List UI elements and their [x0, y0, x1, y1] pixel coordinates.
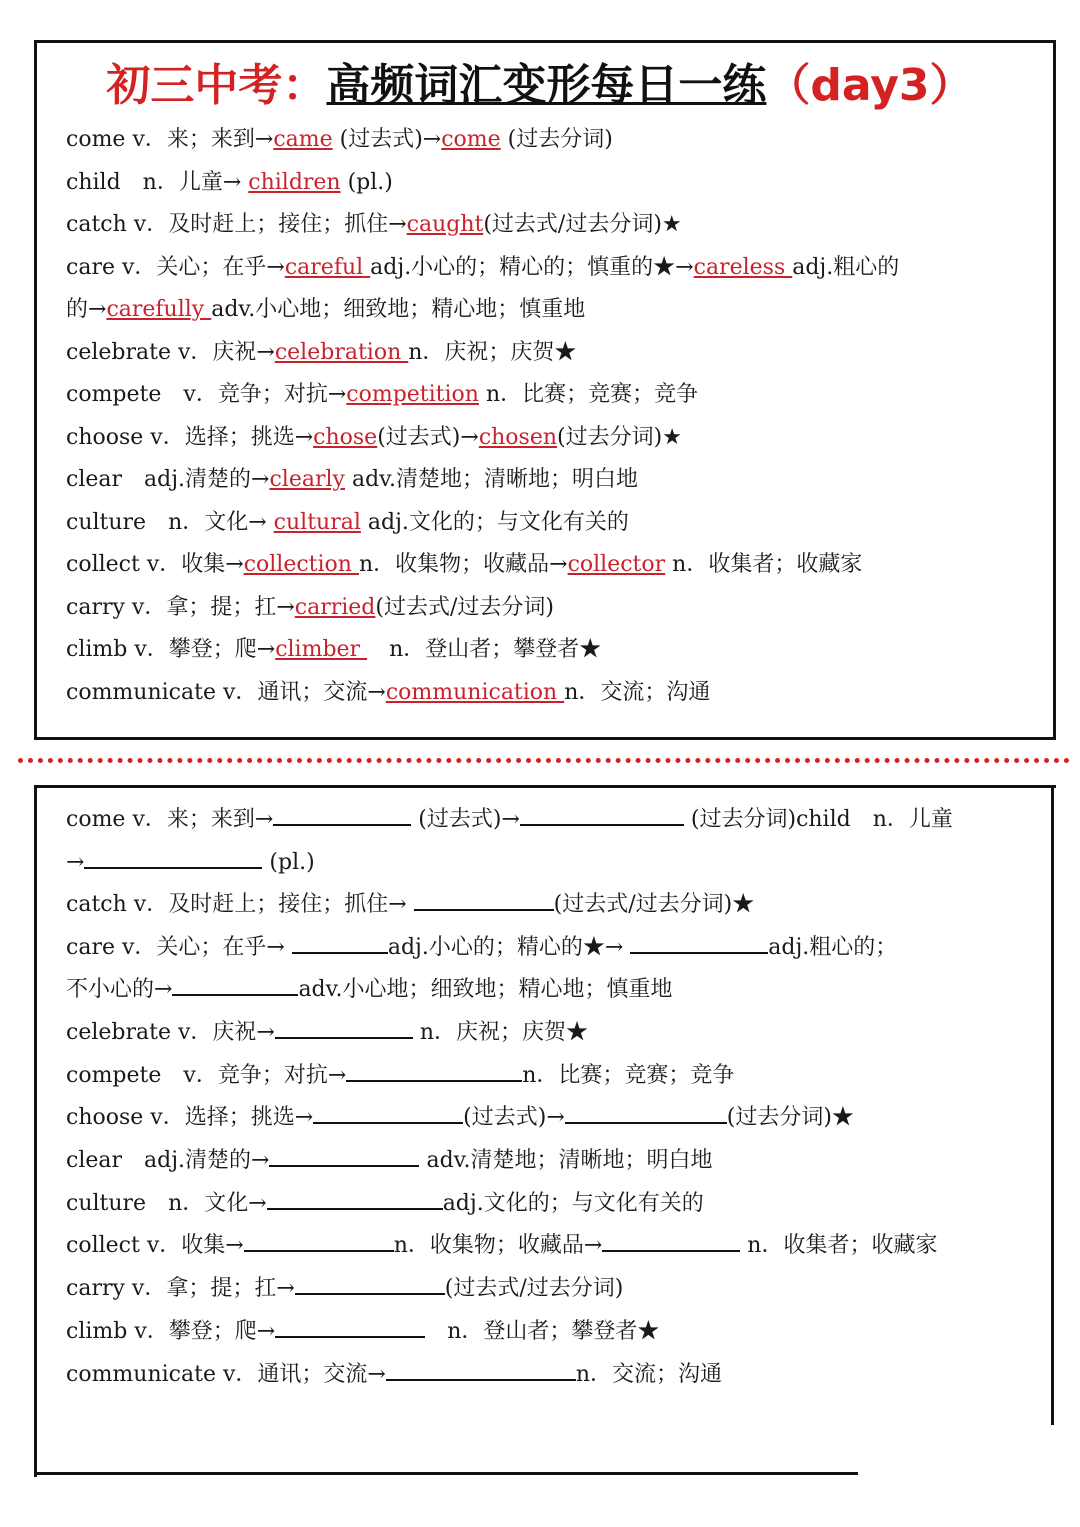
- exercise-line: 不小心的→ adv.小心地；细致地；精心地；慎重地: [66, 972, 672, 1005]
- blank-field[interactable]: [386, 1357, 576, 1381]
- blank-field[interactable]: [414, 887, 554, 911]
- answer-word: competition: [346, 382, 479, 407]
- exercise-box-bottom-border: [34, 1472, 858, 1475]
- title-prefix: 初三中考：: [106, 60, 327, 111]
- answer-word: caught: [406, 212, 484, 237]
- answer-word: climber: [275, 637, 368, 662]
- answer-word: came: [273, 127, 333, 152]
- blank-field[interactable]: [273, 802, 411, 826]
- dotted-divider: [18, 758, 1070, 763]
- answer-line: child n．儿童→ children (pl.): [66, 170, 393, 195]
- answer-word: cultural: [273, 510, 361, 535]
- exercise-line: celebrate v．庆祝→ n．庆祝；庆贺★: [66, 1015, 588, 1048]
- exercise-line: → (pl.): [66, 845, 315, 878]
- blank-field[interactable]: [269, 1143, 419, 1167]
- answer-line: care v．关心；在乎→careful adj.小心的；精心的；慎重的★→careless adj.粗心的: [66, 255, 900, 280]
- answer-line: culture n．文化→ cultural adj.文化的；与文化有关的: [66, 510, 629, 535]
- answer-line: celebrate v．庆祝→celebration n．庆祝；庆贺★: [66, 340, 577, 365]
- exercise-line: culture n．文化→ adj.文化的；与文化有关的: [66, 1186, 704, 1219]
- answer-line: choose v．选择；挑选→chose(过去式)→chosen(过去分词)★: [66, 425, 682, 450]
- answer-line: compete v．竞争；对抗→competition n．比赛；竞赛；竞争: [66, 382, 699, 407]
- answer-word: careful: [284, 255, 371, 280]
- exercise-line: communicate v．通讯；交流→ n．交流；沟通: [66, 1357, 722, 1390]
- blank-field[interactable]: [84, 845, 262, 869]
- blank-field[interactable]: [295, 1271, 445, 1295]
- answer-line: climb v．攀登；爬→climber n．登山者；攀登者★: [66, 637, 602, 662]
- exercise-line: catch v．及时赶上；接住；抓住→ (过去式/过去分词)★: [66, 887, 754, 920]
- blank-field[interactable]: [565, 1100, 727, 1124]
- exercise-line: care v．关心；在乎→ adj.小心的；精心的★→ adj.粗心的；: [66, 930, 897, 963]
- answer-line: catch v．及时赶上；接住；抓住→caught(过去式/过去分词)★: [66, 212, 682, 237]
- exercise-line: clear adj.清楚的→ adv.清楚地；清晰地；明白地: [66, 1143, 712, 1176]
- blank-field[interactable]: [292, 930, 388, 954]
- exercise-line: come v．来；来到→ (过去式)→ (过去分词)child n．儿童: [66, 802, 953, 835]
- blank-field[interactable]: [172, 972, 298, 996]
- blank-field[interactable]: [602, 1228, 740, 1252]
- answer-line: communicate v．通讯；交流→communication n．交流；沟通: [66, 680, 711, 705]
- blank-field[interactable]: [520, 802, 684, 826]
- answer-word: chosen: [478, 425, 558, 450]
- exercise-line: compete v．竞争；对抗→ n．比赛；竞赛；竞争: [66, 1058, 734, 1091]
- answer-word: carefully: [106, 297, 212, 322]
- answer-word: chose: [313, 425, 378, 450]
- answer-line: carry v．拿；提；扛→carried(过去式/过去分词): [66, 595, 554, 620]
- answer-word: come: [441, 127, 501, 152]
- exercise-box-right-border: [1051, 785, 1054, 1425]
- answer-word: careless: [693, 255, 793, 280]
- title-day-tag: （day3）: [766, 60, 974, 111]
- blank-field[interactable]: [630, 930, 768, 954]
- exercise-line: collect v．收集→ n．收集物；收藏品→ n．收集者；收藏家: [66, 1228, 937, 1261]
- exercise-line: climb v．攀登；爬→ n．登山者；攀登者★: [66, 1314, 659, 1347]
- answer-line: collect v．收集→collection n．收集物；收藏品→collector n．收集者；收藏家: [66, 552, 863, 577]
- exercise-line: choose v．选择；挑选→ (过去式)→ (过去分词)★: [66, 1100, 854, 1133]
- answer-line: clear adj.清楚的→clearly adv.清楚地；清晰地；明白地: [66, 467, 638, 492]
- answer-word: communication: [385, 680, 565, 705]
- blank-field[interactable]: [275, 1015, 413, 1039]
- answer-word: celebration: [274, 340, 409, 365]
- blank-field[interactable]: [313, 1100, 463, 1124]
- blank-field[interactable]: [267, 1186, 443, 1210]
- answer-word: carried: [294, 595, 376, 620]
- answer-word: children: [248, 170, 341, 195]
- answer-word: collection: [243, 552, 359, 577]
- answer-word: collector: [567, 552, 666, 577]
- blank-field[interactable]: [346, 1058, 522, 1082]
- blank-field[interactable]: [244, 1228, 394, 1252]
- answer-word: clearly: [269, 467, 345, 492]
- blank-field[interactable]: [275, 1314, 425, 1338]
- answer-line: come v．来；来到→came (过去式)→come (过去分词): [66, 127, 613, 152]
- exercise-line: carry v．拿；提；扛→ (过去式/过去分词): [66, 1271, 623, 1304]
- answer-line: 的→carefully adv.小心地；细致地；精心地；慎重地: [66, 297, 586, 322]
- title-main: 高频词汇变形每日一练: [326, 60, 767, 111]
